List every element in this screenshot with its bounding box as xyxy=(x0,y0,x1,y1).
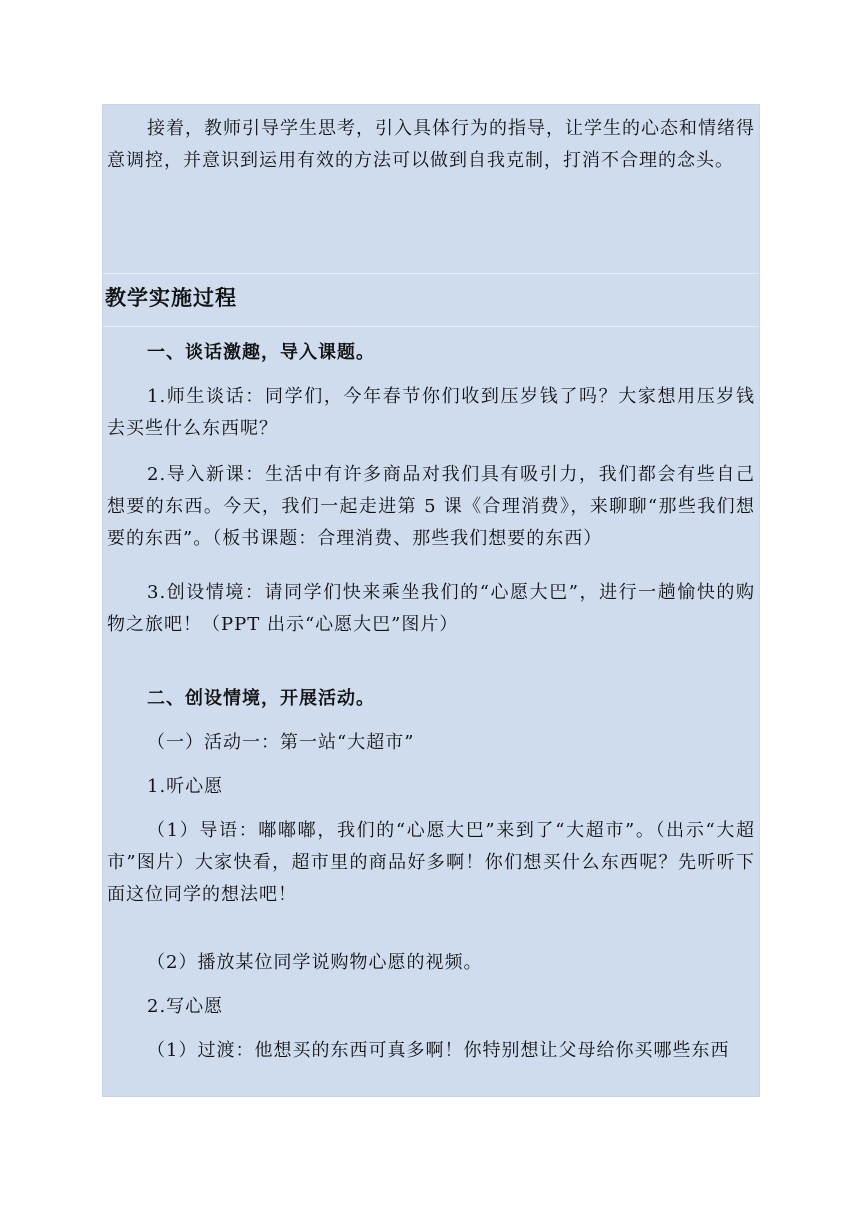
write-title: 2.写心愿 xyxy=(147,996,224,1017)
listen-paragraph-1: （1）导语：嘟嘟嘟，我们的“心愿大巴”来到了“大超市”。（出示“大超市”图片）大家快看，超市里的商品好多啊！你们想买什么东西呢？先听听下面这位同学的想法吧！ xyxy=(107,820,755,905)
section-title: 教学实施过程 xyxy=(105,286,237,310)
section-heading-cell xyxy=(103,274,759,327)
paragraph-3: 3.创设情境：请同学们快来乘坐我们的“心愿大巴”，进行一趟愉快的购物之旅吧！（PPT 出示“心愿大巴”图片） xyxy=(107,582,755,635)
intro-cell xyxy=(103,105,759,274)
paragraph-2: 2.导入新课：生活中有许多商品对我们具有吸引力，我们都会有些自己想要的东西。今天，我们一起走进第 5 课《合理消费》，来聊聊“那些我们想要的东西”。（板书课题：合理消费、那些我们想要的东西） xyxy=(107,464,755,549)
activity-1-title: （一）活动一：第一站“大超市” xyxy=(147,732,415,753)
content-cell xyxy=(103,327,759,1096)
part2-title: 二、创设情境，开展活动。 xyxy=(147,688,375,709)
write-paragraph-1: （1）过渡：他想买的东西可真多啊！你特别想让父母给你买哪些东西 xyxy=(147,1040,730,1061)
paragraph-1: 1.师生谈话：同学们，今年春节你们收到压岁钱了吗？大家想用压岁钱去买些什么东西呢？ xyxy=(107,386,755,439)
document-table xyxy=(102,104,760,1097)
part1-title: 一、谈话激趣，导入课题。 xyxy=(147,342,375,363)
intro-paragraph: 接着，教师引导学生思考，引入具体行为的指导，让学生的心态和情绪得意调控，并意识到运用有效的方法可以做到自我克制，打消不合理的念头。 xyxy=(107,118,755,171)
listen-title: 1.听心愿 xyxy=(147,776,224,797)
listen-paragraph-2: （2）播放某位同学说购物心愿的视频。 xyxy=(147,952,483,973)
